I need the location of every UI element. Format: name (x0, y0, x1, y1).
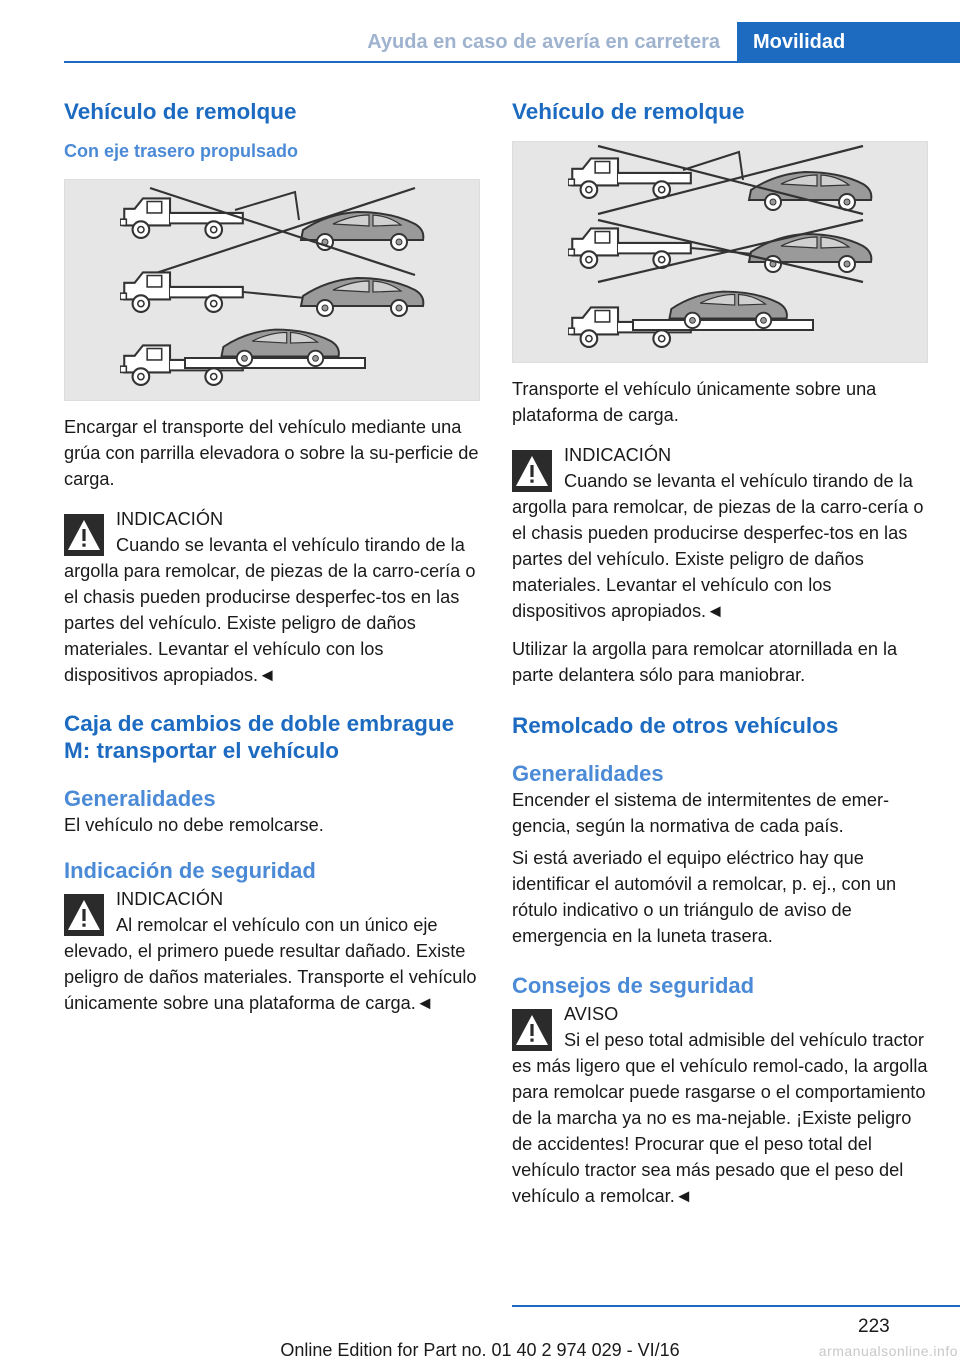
notice-label: INDICACIÓN (116, 889, 224, 909)
page-header (0, 0, 960, 62)
notice-box-weight (512, 1001, 928, 1209)
notice-box-lift (512, 442, 928, 624)
right-column (512, 98, 928, 1209)
warning-triangle-icon (64, 894, 104, 936)
subheading-general: Generalidades (512, 761, 664, 786)
section-heading-dct: Caja de cambios de doble embrague M: transportar el vehículo (64, 711, 455, 763)
paragraph-electrical-failure: Si está averiado el equipo eléctrico hay que identificar el automóvil a remolcar, p. ej., con un rótulo indicativo o un triángulo de aviso de emergencia en la luneta trasera. (512, 848, 897, 946)
notice-label: AVISO (564, 1004, 619, 1024)
section-heading-towing-others: Remolcado de otros vehículos (512, 713, 839, 738)
left-column (64, 98, 480, 1016)
notice-box-single-axle (64, 886, 480, 1016)
notice-label: INDICACIÓN (116, 509, 224, 529)
paragraph-hazard-lights: Encender el sistema de intermitentes de emer-gencia, según la normativa de cada país. (512, 790, 890, 836)
flatbed-towing-illustration (512, 141, 928, 363)
footer-rule (512, 1305, 960, 1307)
notice-body: Cuando se levanta el vehículo tirando de la argolla para remolcar, de piezas de la carro-cería o el chasis pueden producirse desperfec-tos en las partes del vehículo. Existe peligro de daños materiales. Levantar el vehículo con los dispositivos apropiados.◄ (64, 535, 476, 685)
watermark: armanualsonline.info (818, 1343, 958, 1359)
paragraph-tow-instruction: Encargar el transporte del vehículo mediante una grúa con parrilla elevadora o sobre la su-perficie de carga. (64, 417, 479, 489)
subheading-safety-tips: Consejos de seguridad (512, 973, 755, 998)
paragraph-flatbed: Transporte el vehículo únicamente sobre una plataforma de carga. (512, 379, 877, 425)
paragraph-no-tow: El vehículo no debe remolcarse. (64, 815, 324, 835)
section-heading-tow-vehicle: Vehículo de remolque (64, 99, 297, 124)
notice-body: Al remolcar el vehículo con un único eje elevado, el primero puede resultar dañado. Existe peligro de daños materiales. Transporte el vehículo únicamente sobre una plataforma de carga.◄ (64, 915, 477, 1013)
notice-box-lift (64, 506, 480, 688)
warning-triangle-icon (64, 514, 104, 556)
notice-label: INDICACIÓN (564, 445, 672, 465)
section-title: Ayuda en caso de avería en carretera (367, 31, 720, 53)
subheading-safety: Indicación de seguridad (64, 858, 316, 883)
notice-body: Cuando se levanta el vehículo tirando de la argolla para remolcar, de piezas de la carro-cería o el chasis pueden producirse desperfec-tos en las partes del vehículo. Existe peligro de daños materiales. Levantar el vehículo con los dispositivos apropiados.◄ (512, 471, 924, 621)
chapter-tab: Movilidad (737, 22, 960, 62)
paragraph-tow-eye: Utilizar la argolla para remolcar atornillada en la parte delantera sólo para maniobrar. (512, 639, 898, 685)
section-heading-tow-vehicle: Vehículo de remolque (512, 99, 745, 124)
towing-methods-illustration (64, 179, 480, 401)
subheading-general: Generalidades (64, 786, 216, 811)
warning-triangle-icon (512, 450, 552, 492)
notice-body: Si el peso total admisible del vehículo tractor es más ligero que el vehículo remol-cado, la argolla para remolcar puede rasgarse o el comportamiento de la marcha ya no es ma-nejable. ¡Existe peligro de accidentes! Procurar que el peso total del vehículo tractor sea más pesado que el peso del vehículo a remolcar.◄ (512, 1030, 928, 1206)
header-rule (64, 61, 960, 63)
subheading-rear-axle: Con eje trasero propulsado (64, 141, 299, 161)
edition-line: Online Edition for Part no. 01 40 2 974 029 - VI/16 (280, 1340, 680, 1360)
page-number: 223 (858, 1316, 890, 1337)
warning-triangle-icon (512, 1009, 552, 1051)
